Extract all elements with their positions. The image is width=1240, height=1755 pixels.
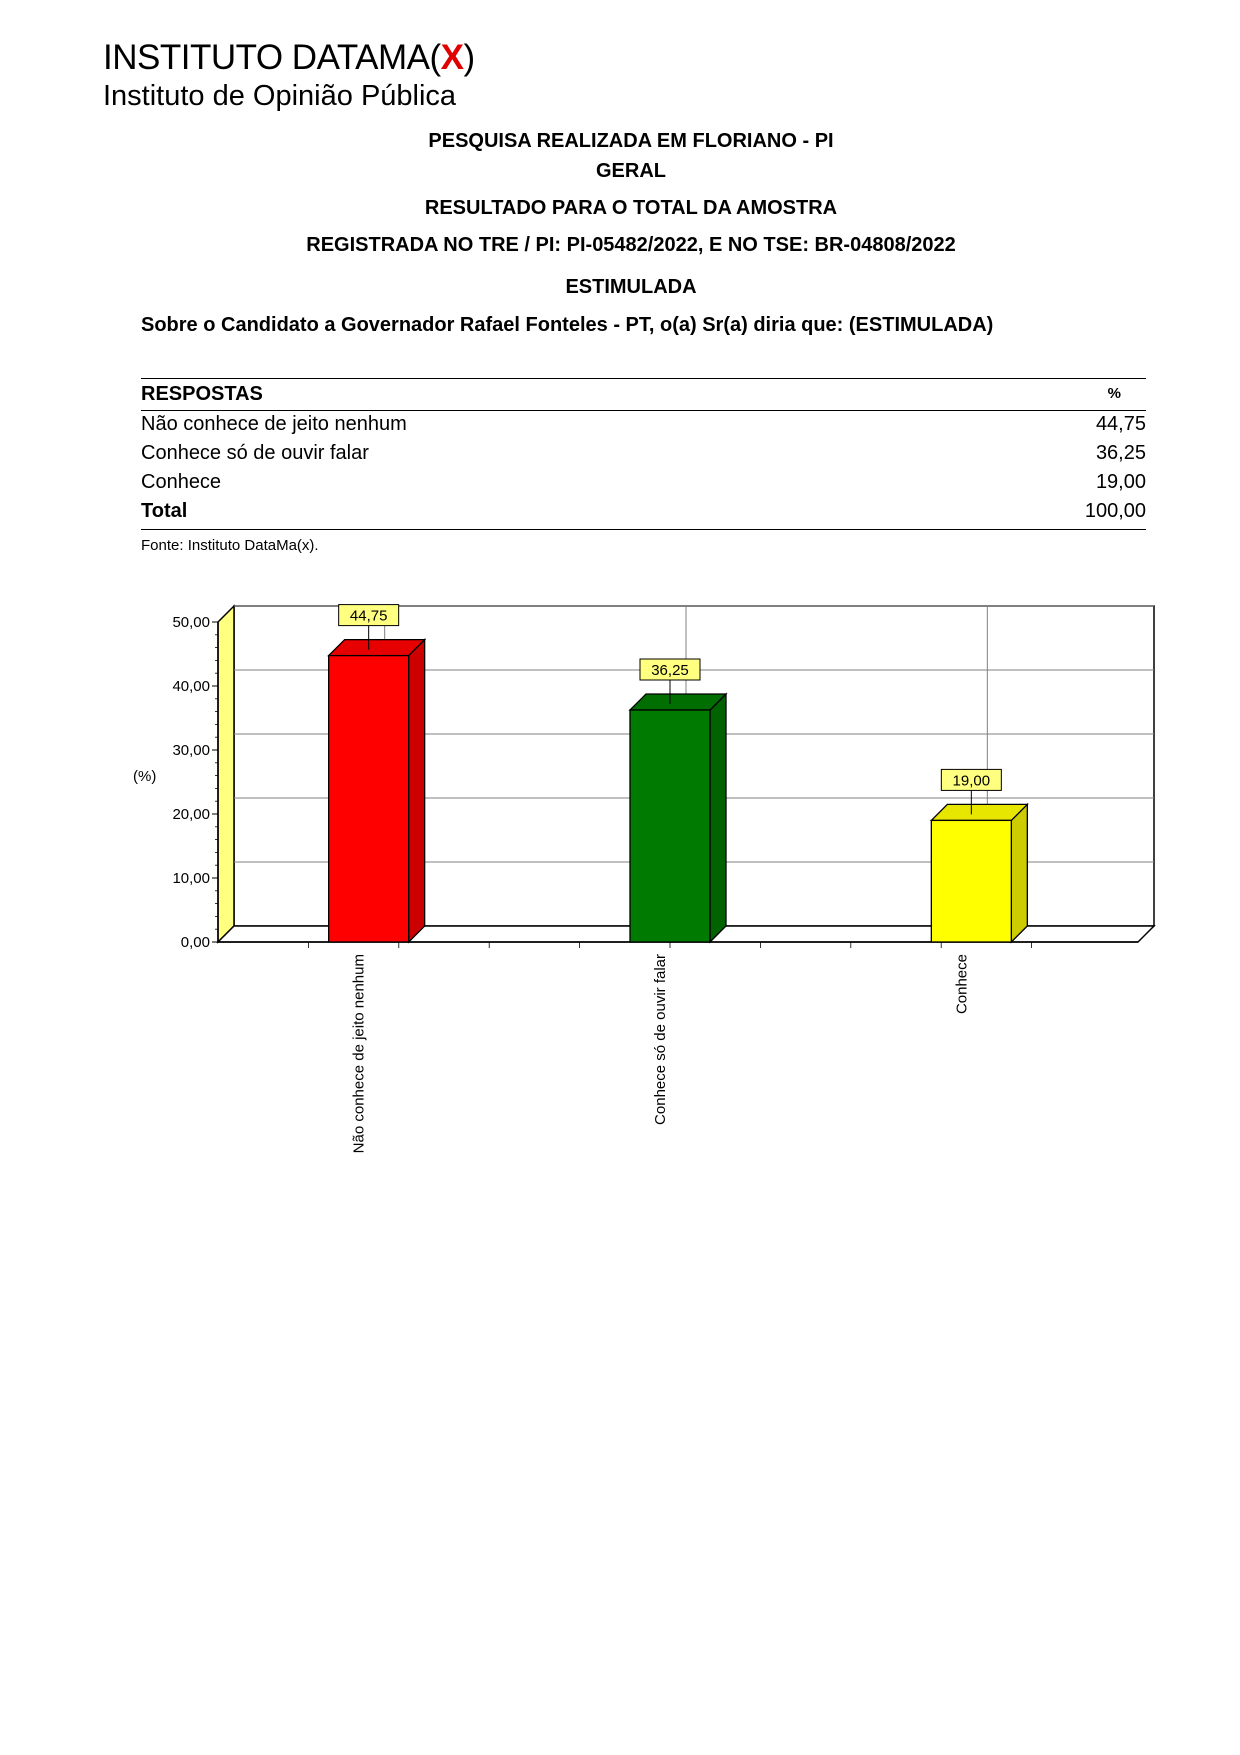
bar-top [931, 804, 1027, 820]
y-tick-label: 0,00 [180, 934, 210, 951]
y-tick-label: 30,00 [172, 742, 210, 759]
bar-side [710, 694, 726, 942]
bar [630, 710, 710, 942]
logo-subtitle: Instituto de Opinião Pública [103, 80, 457, 112]
bar-top [630, 694, 726, 710]
x-category-label: Conhece só de ouvir falar [652, 954, 669, 1125]
logo-brand-text: INSTITUTO DATAMA( [103, 38, 441, 77]
y-tick-label: 50,00 [172, 614, 210, 631]
header-type: ESTIMULADA [565, 276, 697, 298]
logo-brand-close: ) [463, 38, 475, 77]
row-value: 19,00 [1095, 471, 1146, 493]
y-axis-label: (%) [133, 768, 157, 785]
row-value: 44,75 [1095, 413, 1146, 435]
data-label: 19,00 [952, 772, 991, 790]
row-label: Conhece só de ouvir falar [141, 442, 369, 464]
header-result: RESULTADO PARA O TOTAL DA AMOSTRA [424, 197, 838, 219]
chart-side-wall [218, 606, 234, 942]
total-label: Total [141, 500, 188, 522]
data-label: 44,75 [349, 607, 388, 625]
bar-side [409, 640, 425, 942]
logo-brand-x: X [440, 38, 464, 77]
bar [329, 656, 409, 942]
x-category-label: Não conhece de jeito nenhum [350, 954, 368, 1154]
y-tick-label: 40,00 [172, 678, 210, 695]
header-scope: GERAL [596, 160, 666, 182]
y-tick-label: 20,00 [172, 806, 210, 823]
y-tick-label: 10,00 [172, 870, 210, 887]
table-header-pct: % [1107, 385, 1121, 402]
header-registration: REGISTRADA NO TRE / PI: PI-05482/2022, E NO TSE: BR-04808/2022 [306, 234, 956, 256]
data-label: 36,25 [651, 662, 689, 679]
total-value: 100,00 [1084, 500, 1146, 522]
table-header-label: RESPOSTAS [141, 383, 263, 405]
question-text: Sobre o Candidato a Governador Rafael Fonteles - PT, o(a) Sr(a) diria que: (ESTIMULADA) [141, 314, 994, 336]
row-value: 36,25 [1095, 442, 1146, 464]
bar-top [329, 640, 425, 656]
bar [931, 820, 1011, 942]
bar-side [1011, 804, 1027, 942]
x-category-label: Conhece [953, 953, 971, 1015]
row-label: Não conhece de jeito nenhum [141, 413, 407, 435]
row-label: Conhece [141, 471, 222, 493]
header-location: PESQUISA REALIZADA EM FLORIANO - PI [428, 130, 834, 152]
source-note: Fonte: Instituto DataMa(x). [141, 537, 319, 554]
